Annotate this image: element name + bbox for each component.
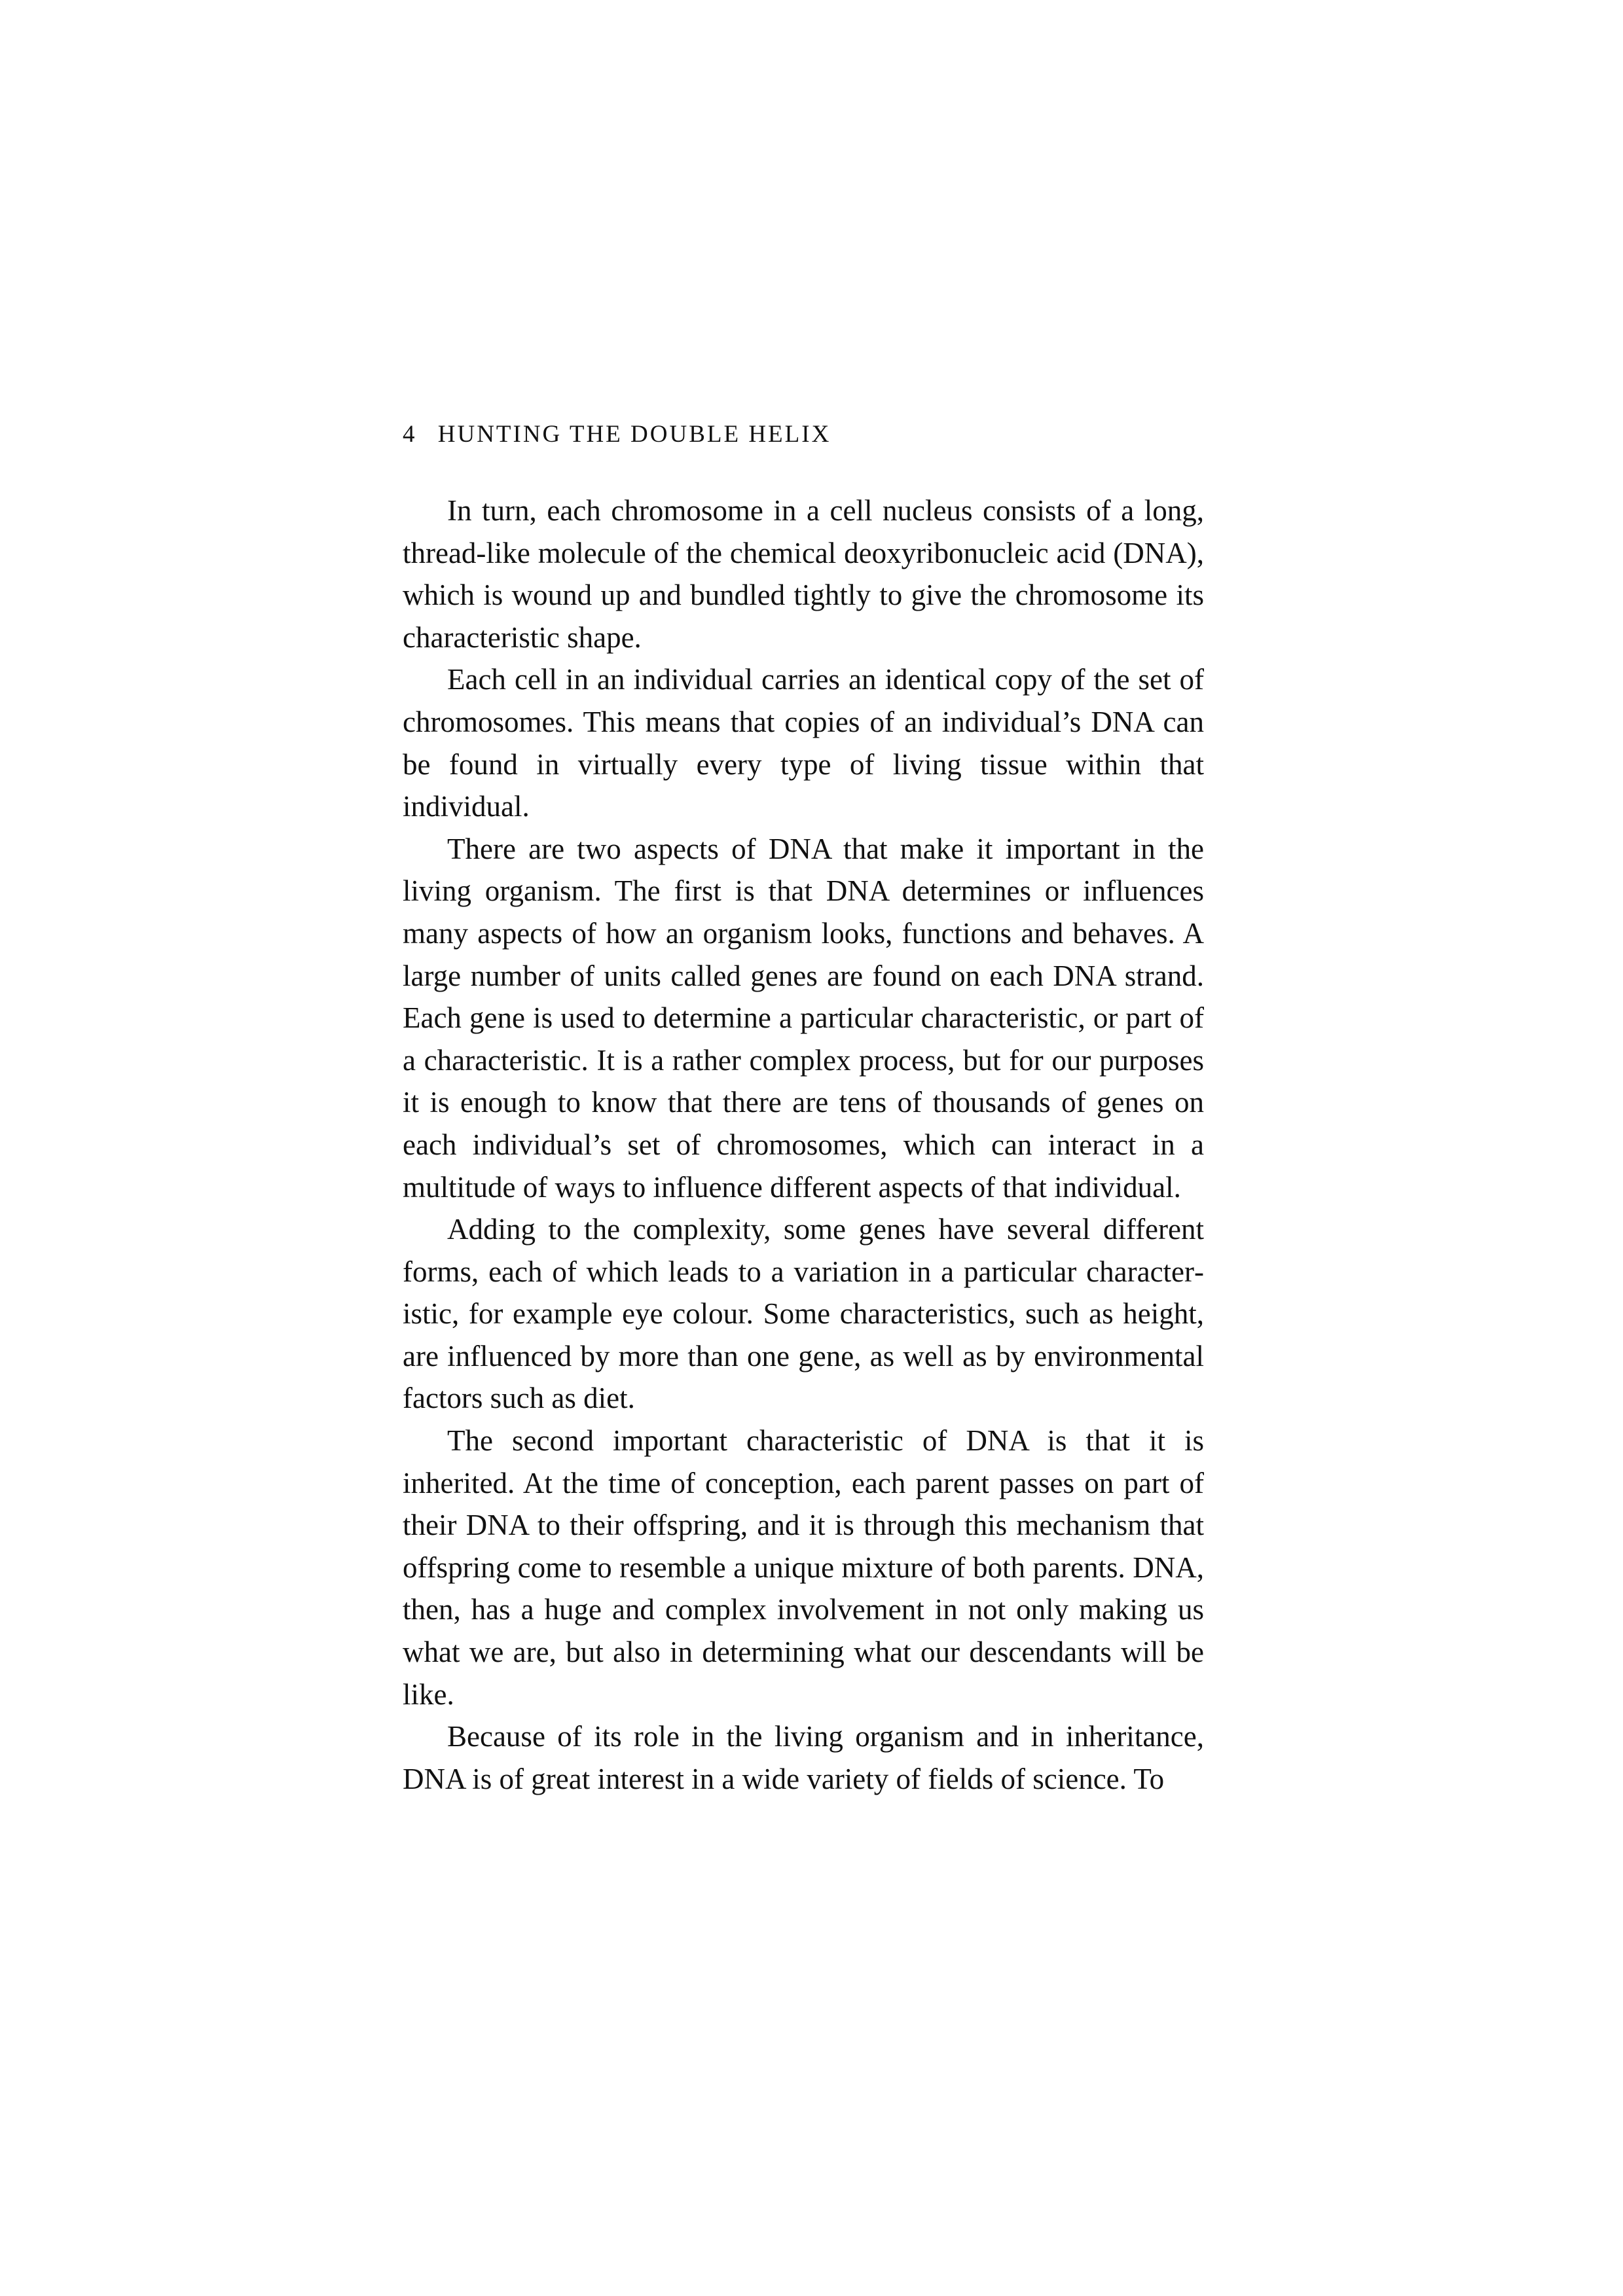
- running-head: [403, 420, 1201, 448]
- paragraph-identical-copy: Each cell in an individual carries an identical copy of the set of chromosomes. This means that copies of an individual’s DNA can be found in virtually every type of living tissue within that individual.: [403, 663, 1204, 823]
- paragraph-chromosome-dna: In turn, each chromosome in a cell nucleus consists of a long, thread-like molecule of the chemical deoxyribonucleic acid (DNA), which is wound up and bundled tightly to give the chromosome its characteristic shape.: [403, 494, 1204, 654]
- running-title: HUNTING THE DOUBLE HELIX: [437, 421, 831, 448]
- paragraph-fields-of-science: Because of its role in the living organism and in inheritance, DNA is of great interest in a wide variety of fields of science. To: [403, 1720, 1204, 1795]
- body-text: [403, 490, 1204, 1800]
- paragraph-two-aspects: There are two aspects of DNA that make it important in the living organism. The first is that DNA determines or influences many aspects of how an organism looks, functions and behaves. A large number of units called genes are found on each DNA strand. Each gene is used to determine a particular characteristic, or part of a characteristic. It is a rather complex process, but for our purposes it is enough to know that there are tens of thousands of genes on each individual’s set of chromosomes, which can interact in a multitude of ways to influence different aspects of that individual.: [403, 832, 1204, 1204]
- paragraph-inheritance: The second important characteristic of DNA is that it is inherited. At the time of conception, each parent passes on part of their DNA to their offspring, and it is through this mechanism that offspring come to resemble a unique mixture of both parents. DNA, then, has a huge and complex involvement in not only making us what we are, but also in determining what our descendants will be like.: [403, 1424, 1204, 1711]
- page-number: 4: [403, 421, 417, 448]
- paragraph-complexity: Adding to the complexity, some genes have several different forms, each of which leads to a variation in a particular characteristic, for example eye colour. Some characteristics, such as height, are influenced by more than one gene, as well as by environmental factors such as diet.: [403, 1213, 1204, 1415]
